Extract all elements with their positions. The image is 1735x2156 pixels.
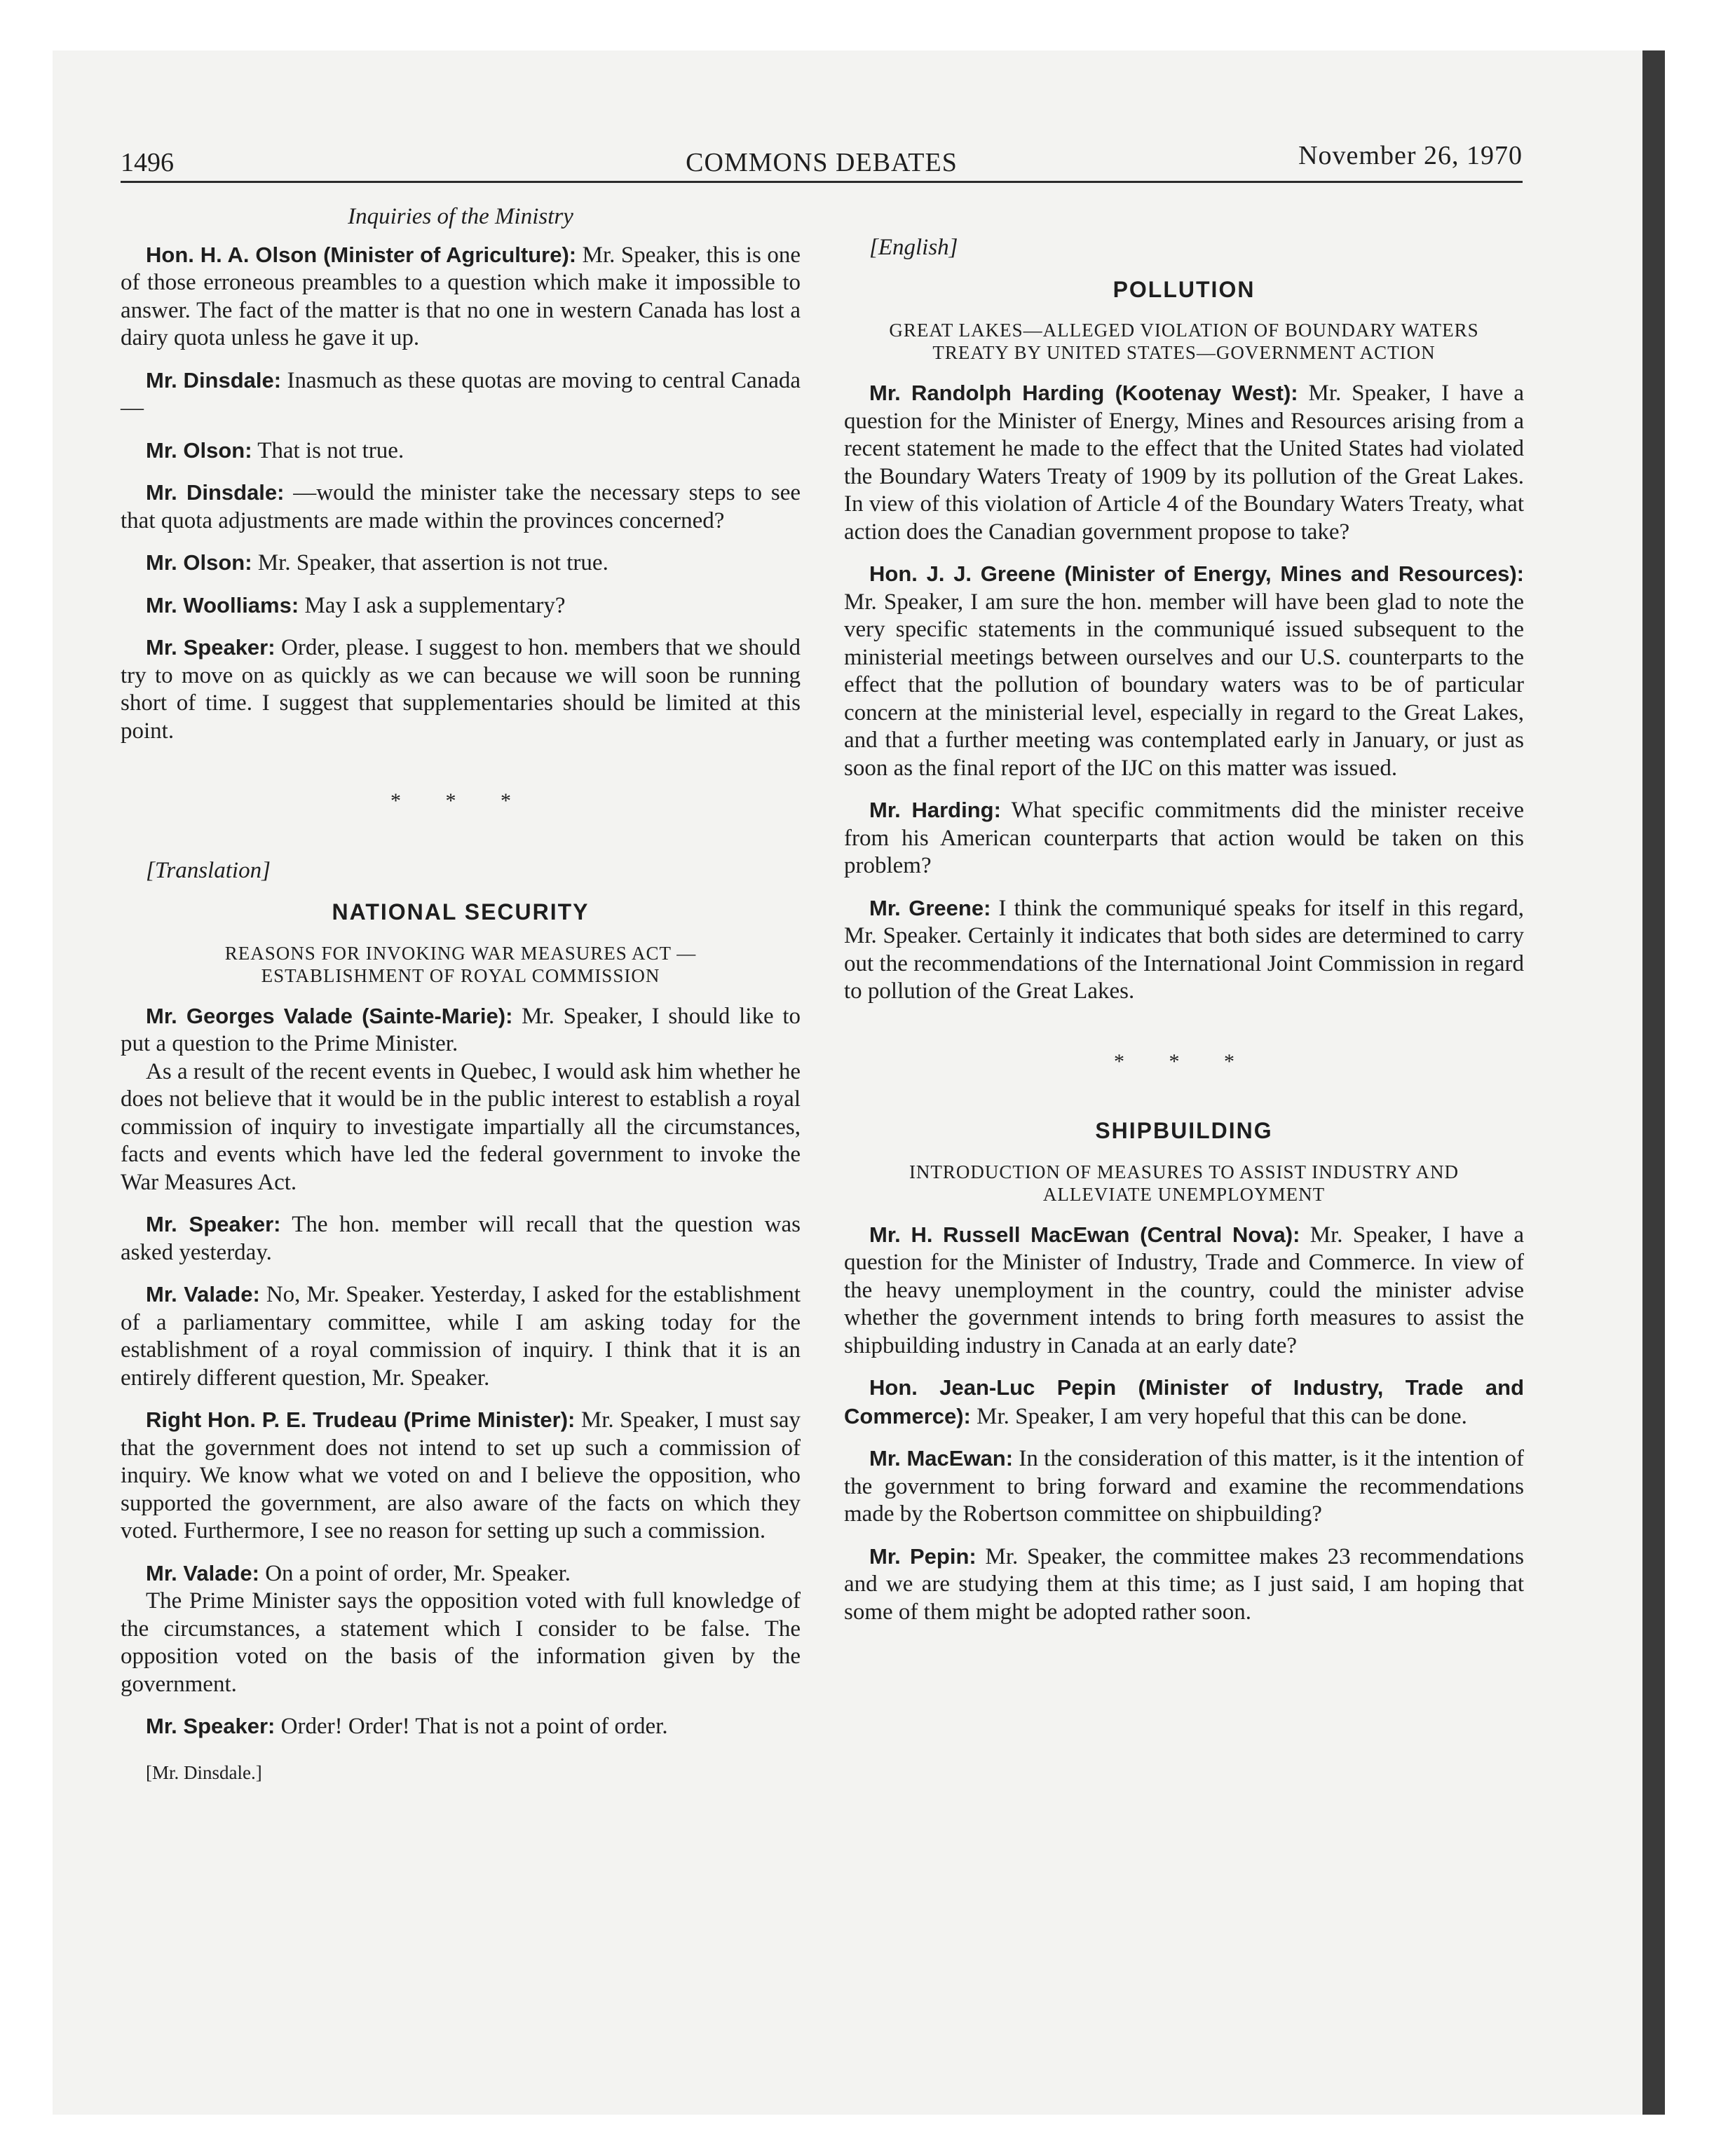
speech-text: —would the minister take the necessary steps to see that quota adjustments are made within the provinces concerned? (121, 480, 801, 533)
speech-paragraph (121, 1406, 801, 1546)
speech-paragraph (121, 1712, 801, 1741)
speech-text: Mr. Speaker, this is one of those erroneous preambles to a question which make it impossible to answer. The fact of the matter is that no one in western Canada has lost a dairy quota unless he gave it up. (121, 242, 801, 350)
speech-paragraph (121, 549, 801, 578)
speaker-name: Mr. H. Russell MacEwan (Central Nova): (869, 1222, 1300, 1247)
speech-paragraph (121, 367, 801, 423)
speaker-name: Mr. Valade: (146, 1560, 259, 1585)
speech-paragraph (844, 894, 1524, 1006)
speaker-name: Mr. Pepin: (869, 1543, 977, 1569)
speaker-name: Mr. Harding: (869, 798, 1001, 822)
publication-title: COMMONS DEBATES (686, 148, 958, 177)
speech-text: Mr. Speaker, I am very hopeful that this can be done. (970, 1403, 1467, 1429)
speech-text: No, Mr. Speaker. Yesterday, I asked for the establishment of a parliamentary committee, while I am asking today for the establishment of a royal commission of inquiry. I think that it is an entirely different question, Mr. Speaker. (121, 1282, 801, 1391)
speech-paragraph (844, 560, 1524, 782)
language-label: [English] (869, 235, 958, 260)
speech-paragraph (844, 1374, 1524, 1431)
speaker-name: Hon. H. A. Olson (Minister of Agriculture): (146, 242, 577, 267)
speech-text: The hon. member will recall that the question was asked yesterday. (121, 1212, 801, 1265)
speaker-name: Mr. Georges Valade (Sainte-Marie): (146, 1003, 513, 1028)
speech-text: Mr. Speaker, I should like to put a question to the Prime Minister. (121, 1003, 801, 1056)
speech-text: What specific commitments did the minister receive from his American counterparts that action would be taken on this problem? (844, 798, 1524, 878)
speech-paragraph (844, 379, 1524, 546)
speaker-name: Mr. Speaker: (146, 1714, 275, 1738)
section-subheading: GREAT LAKES—ALLEGED VIOLATION OF BOUNDARY WATERS TREATY BY UNITED STATES—GOVERNMENT ACTION (889, 320, 1479, 363)
scan-edge (1642, 50, 1665, 2115)
speaker-name: Right Hon. P. E. Trudeau (Prime Minister): (146, 1407, 576, 1432)
section-separator: * * * (390, 789, 531, 812)
speech-text: Order! Order! That is not a point of order. (275, 1714, 668, 1739)
running-header (121, 137, 1523, 183)
speech-paragraph (121, 1210, 801, 1267)
speaker-name: Hon. J. J. Greene (Minister of Energy, Mines and Resources): (869, 561, 1524, 586)
speech-text: Mr. Speaker, I must say that the government does not intend to set up such a commission of inquiry. We know what we voted on and I believe the opposition, who supported the government, are also aware of the facts on which they voted. Furthermore, I see no reason for setting up such a commission. (121, 1407, 801, 1543)
speech-text: That is not true. (252, 437, 404, 463)
language-label: [Translation] (146, 857, 271, 883)
speech-text: Inasmuch as these quotas are moving to central Canada— (121, 367, 801, 421)
section-heading: NATIONAL SECURITY (332, 899, 590, 925)
section-separator: * * * (1114, 1049, 1254, 1073)
speaker-name: Mr. Greene: (869, 895, 991, 920)
speech-paragraph (121, 437, 801, 465)
section-label: Inquiries of the Ministry (348, 204, 573, 229)
speech-text: Mr. Speaker, that assertion is not true. (252, 550, 608, 575)
speech-paragraph: As a result of the recent events in Quebec, I would ask him whether he does not believe that it would be in the public interest to establish a royal commission of inquiry to investigate impartially all the circumstances, facts and events which have led the federal government to invoke the War Measures Act. (121, 1058, 801, 1195)
speech-paragraph (844, 1445, 1524, 1529)
speech-paragraph (121, 1560, 801, 1588)
speaker-name: Hon. Jean-Luc Pepin (Minister of Industry, Trade and Commerce): (844, 1375, 1524, 1428)
speech-text: Mr. Speaker, the committee makes 23 recommendations and we are studying them at this time; as I just said, I am hoping that some of them might be adopted rather soon. (844, 1543, 1524, 1625)
left-column (121, 203, 801, 1787)
issue-date: November 26, 1970 (1298, 141, 1523, 170)
speech-paragraph (121, 1002, 801, 1058)
speech-paragraph (121, 479, 801, 535)
speech-paragraph (121, 241, 801, 353)
speech-paragraph (844, 1543, 1524, 1627)
speaker-name: Mr. Randolph Harding (Kootenay West): (869, 381, 1298, 405)
speaker-name: Mr. MacEwan: (869, 1446, 1014, 1471)
speech-text: I think the communiqué speaks for itself in this regard, Mr. Speaker. Certainly it indicates that both sides are determined to carry out the recommendations of the International Joint Commission in regard to pollution of the Great Lakes. (844, 895, 1524, 1004)
speaker-name: Mr. Speaker: (146, 1212, 281, 1236)
speech-text: In the consideration of this matter, is it the intention of the government to bring forward and examine the recommendations made by the Robertson committee on shipbuilding? (844, 1446, 1524, 1527)
section-subheading: REASONS FOR INVOKING WAR MEASURES ACT —ESTABLISHMENT OF ROYAL COMMISSION (224, 942, 697, 986)
page-footnote: [Mr. Dinsdale.] (146, 1761, 262, 1783)
section-heading: SHIPBUILDING (1095, 1118, 1273, 1143)
speech-paragraph (844, 1221, 1524, 1360)
speaker-name: Mr. Valade: (146, 1282, 260, 1306)
speech-text: Order, please. I suggest to hon. members that we should try to move on as quickly as we can because we will soon be running short of time. I suggest that supplementaries should be limited at this point. (121, 635, 801, 744)
speech-text: On a point of order, Mr. Speaker. (259, 1560, 571, 1586)
speaker-name: Mr. Olson: (146, 437, 252, 463)
section-subheading: INTRODUCTION OF MEASURES TO ASSIST INDUSTRY AND ALLEVIATE UNEMPLOYMENT (909, 1161, 1460, 1205)
speaker-name: Mr. Dinsdale: (146, 367, 282, 393)
right-column (844, 234, 1524, 1640)
section-heading: POLLUTION (1113, 276, 1256, 302)
speaker-name: Mr. Woolliams: (146, 592, 299, 618)
speech-paragraph (121, 1281, 801, 1392)
speech-paragraph (121, 592, 801, 620)
speech-text: Mr. Speaker, I am sure the hon. member will have been glad to note the very specific statements in the communiqué issued subsequent to the ministerial meetings between ourselves and our U.S. counterparts to the effect that the pollution of boundary waters was to be of particular concern at the ministerial level, especially in regard to the Great Lakes, and that a further meeting was contemplated early in January, or just as soon as the final report of the IJC on this matter was issued. (844, 589, 1524, 781)
speech-paragraph (121, 634, 801, 745)
speaker-name: Mr. Speaker: (146, 635, 275, 660)
speech-paragraph (844, 796, 1524, 880)
speech-text: Mr. Speaker, I have a question for the Minister of Energy, Mines and Resources arising from a recent statement he made to the effect that the United States had violated the Boundary Waters Treaty of 1909 by its pollution of the Great Lakes. In view of this violation of Article 4 of the Boundary Waters Treaty, what action does the Canadian government propose to take? (844, 381, 1524, 545)
speaker-name: Mr. Olson: (146, 550, 252, 575)
page-number: 1496 (121, 148, 174, 177)
speech-paragraph: The Prime Minister says the opposition voted with full knowledge of the circumstances, a statement which I consider to be false. The opposition voted on the basis of the information given by the government. (121, 1588, 801, 1697)
speech-text: May I ask a supplementary? (299, 592, 566, 618)
speaker-name: Mr. Dinsdale: (146, 480, 285, 505)
speech-text: Mr. Speaker, I have a question for the Minister of Industry, Trade and Commerce. In view of the heavy unemployment in the country, could the minister advise whether the government intends to bring forth measures to assist the shipbuilding industry in Canada at an early date? (844, 1222, 1524, 1358)
